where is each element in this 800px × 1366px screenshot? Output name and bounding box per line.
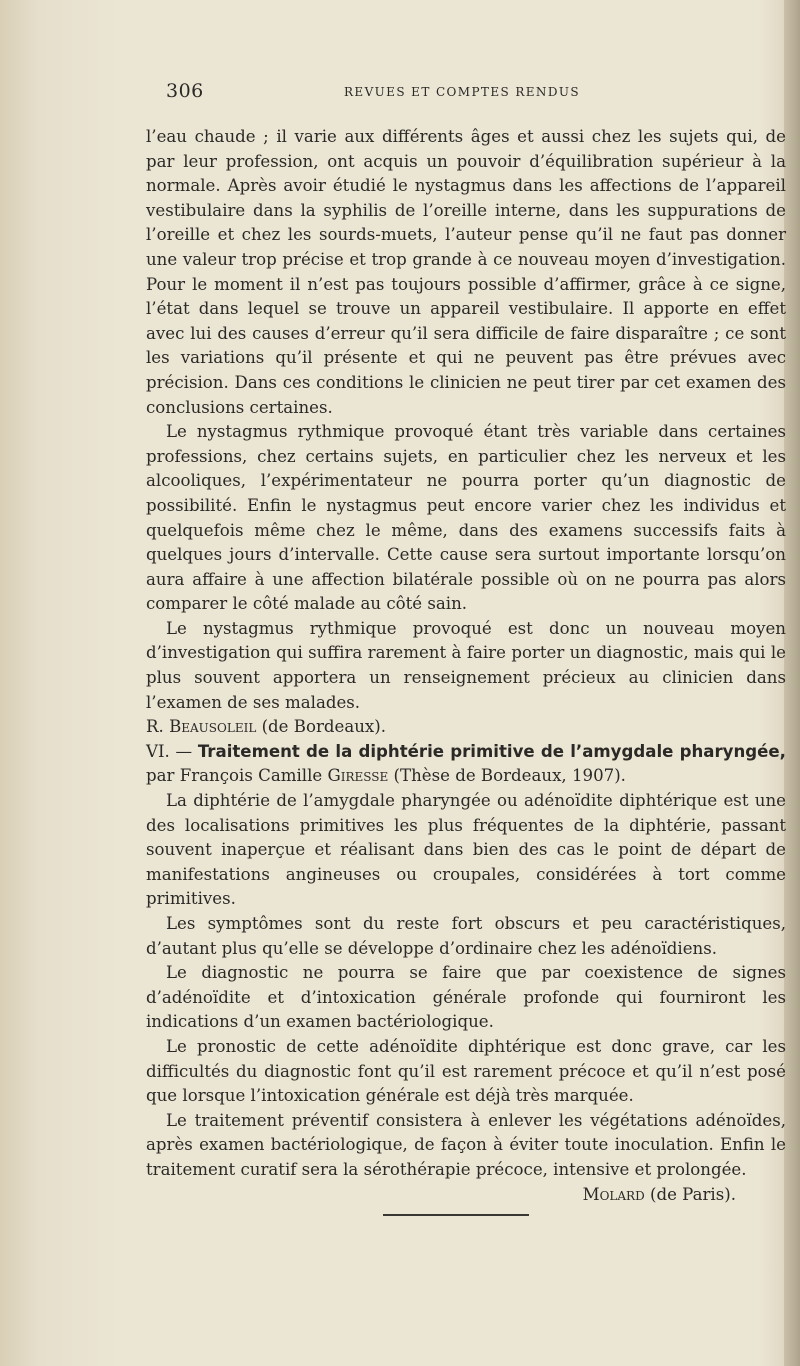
body-text [146,125,786,1207]
byline-prefix: par François Camille [146,766,323,786]
review-v-paragraph-2: Le nystagmus rythmique provoqué étant très variable dans certaines professions, chez certains sujets, en particulier chez les nerveux et les alcooliques, l’expérimentateur ne pourra porter qu’un diagnostic de possibilité. Enfin le nystagmus peut encore varier chez les individus et quelquefois même chez le même, dans des examens successifs faits à quelques jours d’intervalle. Cette cause sera surtout importante lorsqu’on aura affaire à une affection bilatérale possible où on ne pourra pas alors comparer le côté malade au côté sain. [146,422,786,614]
page-gutter-shadow [784,0,800,1366]
review-vi-paragraph-5 [146,1109,786,1204]
page-number: 306 [166,80,204,102]
signature-initial: R. [146,717,164,737]
byline-author: Giresse [327,766,389,786]
signature-name: Beausoleil [169,717,257,737]
review-vi-paragraph-2: Les symptômes sont du reste fort obscurs et peu caractéristiques, d’autant plus qu’elle se développe d’ordinaire chez les adénoïdiens. [146,914,786,958]
signature-name: Molard [582,1184,645,1204]
signature-place: (de Paris). [649,1184,736,1204]
review-vi-paragraph-1: La diphtérie de l’amygdale pharyngée ou adénoïdite diphtérique est une des localisations primitives les plus fréquentes de la diphtérie, passant souvent inaperçue et réalisant dans bien des cas le point de départ de manifestations angineuses ou croupales, considérées à tort comme primitives. [146,791,786,909]
review-vi-heading [146,740,786,789]
review-v-signature [146,715,786,740]
review-vi-paragraph-4: Le pronostic de cette adénoïdite diphtérique est donc grave, car les difficultés du diagnostic font qu’il est rarement précoce et qu’il n’est posé que lorsque l’intoxication générale est déjà très marquée. [146,1036,786,1106]
review-vi-paragraph-5-text: Le traitement préventif consistera à enlever les végétations adénoïdes, après examen bactériologique, de façon à éviter toute inoculation. Enfin le traitement curatif sera la sérothérapie précoce, intensive et prolongée. [146,1110,786,1179]
review-vi-paragraph-3: Le diagnostic ne pourra se faire que par coexistence de signes d’adénoïdite et d’intoxication générale profonde qui fourniront les indications d’un examen bactériologique. [146,963,786,1032]
signature-place: (de Bordeaux). [261,717,387,737]
page-header [166,80,612,108]
end-rule [383,1214,529,1216]
byline-suffix: (Thèse de Bordeaux, 1907). [393,766,626,786]
section-title: Traitement de la diphtérie primitive de l’amygdale pharyngée, [197,741,786,761]
review-v-paragraph-continued: l’eau chaude ; il varie aux différents âges et aussi chez les sujets qui, de par leur profession, ont acquis un pouvoir d’équilibration supérieur à la normale. Après avoir étudié le nystagmus dans les affections de l’appareil vestibulaire dans la syphilis de l’oreille interne, dans les suppurations de l’oreille et chez les sourds-muets, l’auteur pense qu’il ne faut pas donner une valeur trop précise et trop grande à ce nouveau moyen d’investigation. Pour le moment il n’est pas toujours possible d’affirmer, grâce à ce signe, l’état dans lequel se trouve un appareil vestibulaire. Il apporte en effet avec lui des causes d’erreur qu’il sera difficile de faire disparaître ; ce sont les variations qu’il présente et qui ne peuvent pas être prévues avec précision. Dans ces conditions le clinicien ne peut tirer par cet examen des conclusions certaines. [146,127,786,417]
review-vi-signature [563,1183,736,1208]
running-head: REVUES ET COMPTES RENDUS [344,85,580,99]
review-v-paragraph-3: Le nystagmus rythmique provoqué est donc un nouveau moyen d’investigation qui suffira rarement à faire porter un diagnostic, mais qui le plus souvent apportera un renseignement précieux au clinicien dans l’examen de ses malades. [146,618,786,712]
section-number: VI. — [146,741,193,761]
